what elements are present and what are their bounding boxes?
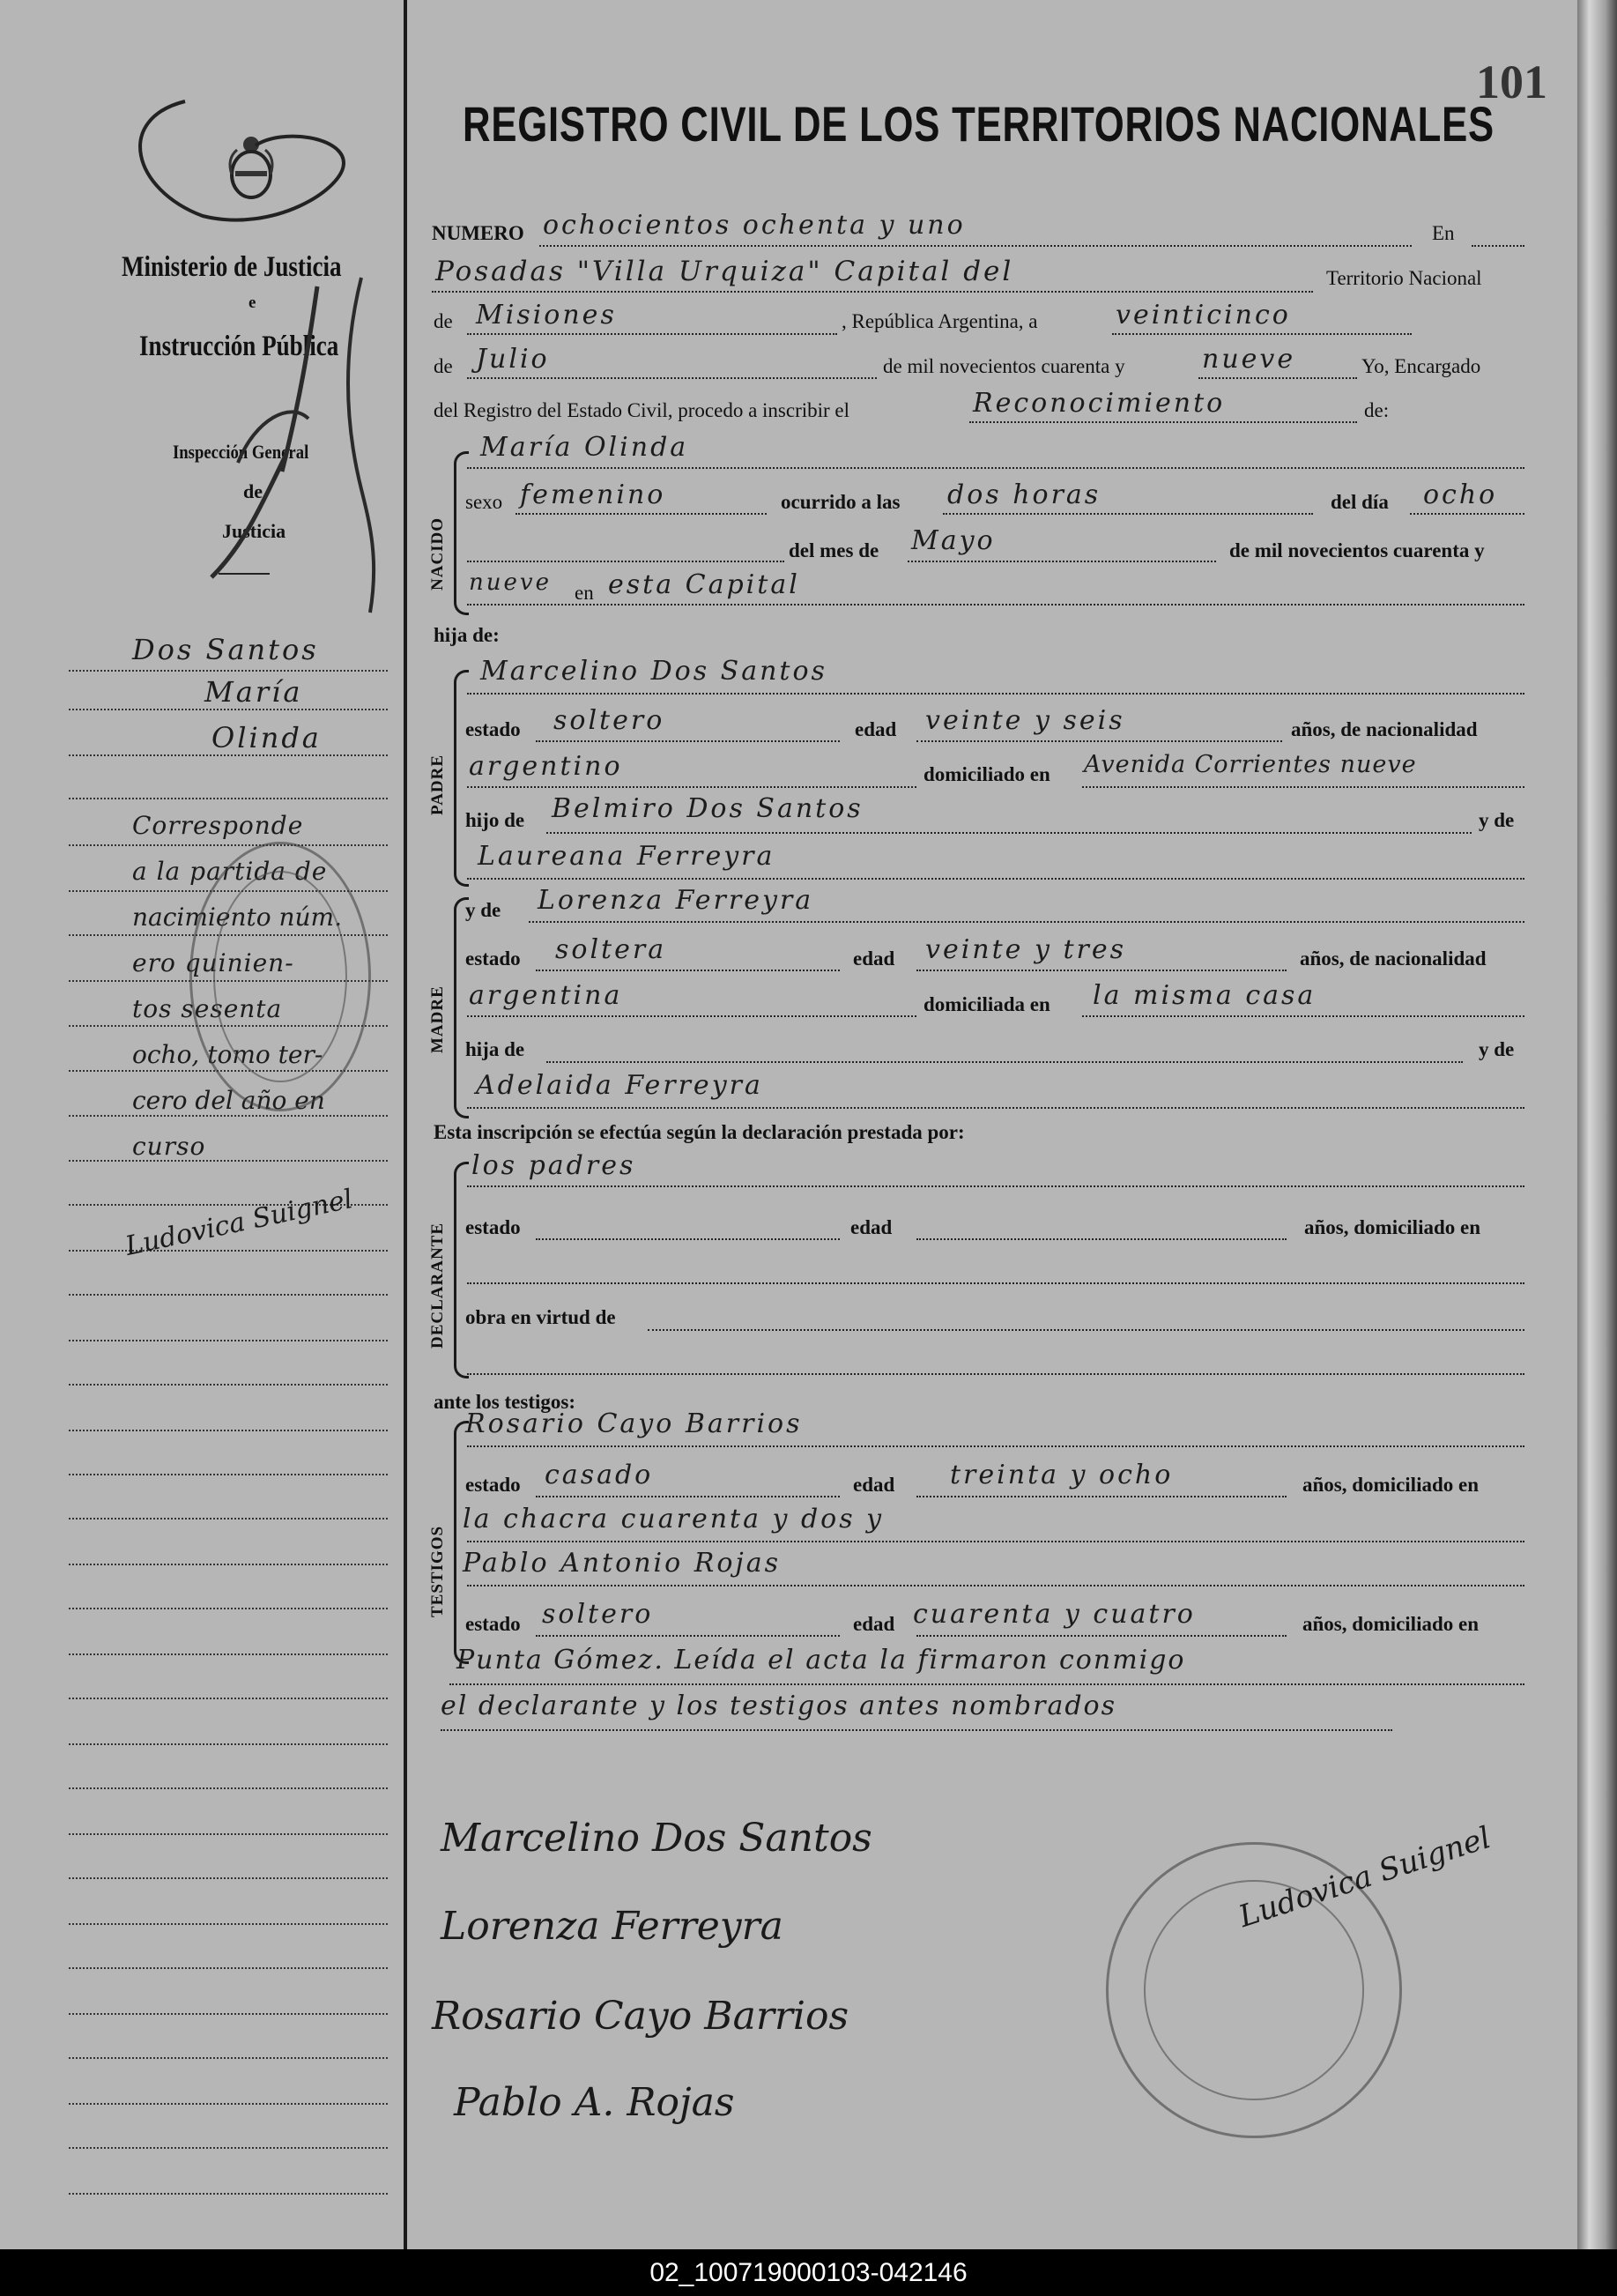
margin-line (69, 1518, 388, 1520)
padre-edad-line (916, 740, 1282, 742)
margin-name-line1: Dos Santos (132, 633, 319, 666)
madre-estado-label: estado (465, 947, 521, 970)
ministry-conj: e (248, 294, 256, 312)
margin-note-line: ero quinien- (132, 948, 294, 977)
margin-line (69, 844, 388, 846)
padre-domicilio-line (1082, 786, 1524, 788)
mes-value: Mayo (911, 525, 996, 556)
margin-line (69, 1160, 388, 1162)
padre-brace (454, 670, 469, 887)
declarante-estado-line (536, 1238, 840, 1240)
declarante-domicilio-line (467, 1282, 1524, 1284)
declarante-anios-label: años, domiciliado en (1304, 1216, 1481, 1238)
margin-note-line: tos sesenta (132, 994, 283, 1023)
t2-estado-label: estado (465, 1613, 521, 1635)
inspection-line3: Justicia (222, 520, 286, 542)
sexo-label: sexo (465, 491, 503, 513)
margin-line (69, 2147, 388, 2149)
margin-line (69, 1743, 388, 1745)
declarante-edad-label: edad (850, 1216, 893, 1238)
inspection-line2: de (243, 480, 263, 502)
hora-value: dos horas (947, 479, 1101, 510)
padre-domicilio-value: Avenida Corrientes nueve (1084, 751, 1417, 778)
padre-anios-label: años, de nacionalidad (1291, 718, 1478, 740)
padre-nacionalidad-value: argentino (469, 751, 623, 782)
numero-field-line (539, 245, 1412, 247)
nacido-name-value: María Olinda (480, 432, 689, 463)
madre-name-line (529, 921, 1524, 923)
nacido-anio-value: nueve (469, 569, 552, 596)
registro-label: del Registro del Estado Civil, procedo a inscribir el (434, 399, 850, 421)
signature-mother: Lorenza Ferreyra (441, 1904, 783, 1949)
margin-scribble-icon (79, 84, 449, 630)
margin-line (69, 670, 388, 672)
nacido-brace (454, 451, 469, 615)
t1-anios-label: años, domiciliado en (1302, 1474, 1480, 1496)
madre-madre-value: Adelaida Ferreyra (476, 1070, 763, 1101)
madre-nac-line (467, 1015, 916, 1017)
year-value: nueve (1202, 344, 1296, 375)
margin-line (69, 1923, 388, 1925)
t2-estado-value: soltero (542, 1599, 654, 1630)
closing-value: el declarante y los testigos antes nombrados (441, 1690, 1117, 1721)
madre-edad-value: veinte y tres (925, 934, 1126, 965)
de-label: de (434, 310, 453, 332)
padre-estado-value: soltero (553, 705, 665, 736)
t1-estado-label: estado (465, 1474, 521, 1496)
yo-label: Yo, Encargado (1361, 355, 1481, 377)
madre-name-value: Lorenza Ferreyra (538, 885, 814, 916)
t1-name-value: Rosario Cayo Barrios (465, 1408, 803, 1439)
t1-estado-line (536, 1496, 840, 1497)
nacido-name-line (467, 467, 1524, 469)
madre-edad-label: edad (853, 947, 895, 970)
declarante-side-label: DECLARANTE (428, 1222, 447, 1349)
margin-line (69, 1430, 388, 1431)
margin-line (69, 1474, 388, 1475)
margin-line (69, 2193, 388, 2195)
month-value: Julio (476, 344, 550, 375)
de3-label: de: (1364, 399, 1390, 421)
declarante-edad-line (916, 1238, 1287, 1240)
margin-line (69, 1833, 388, 1835)
t2-estado-line (536, 1635, 840, 1637)
madre-anios-label: años, de nacionalidad (1300, 947, 1487, 970)
day-field-line (1112, 333, 1412, 335)
padre-madre-value: Laureana Ferreyra (478, 841, 775, 872)
madre-domicilio-label: domiciliada en (923, 993, 1050, 1015)
madre-madre-line (546, 1061, 1463, 1063)
margin-line (69, 1967, 388, 1969)
numero-label: NUMERO (432, 222, 524, 244)
madre-edad-line (916, 970, 1287, 971)
de2-label: de (434, 355, 453, 377)
registrar-signature: Ludovica Suignel (1235, 1819, 1495, 1936)
acto-field-line (969, 421, 1357, 423)
margin-name-line2: María (204, 675, 303, 709)
hija-de-label: hija de: (434, 624, 500, 646)
margin-note-line: a la partida de (132, 857, 328, 886)
day-value: veinticinco (1116, 300, 1291, 331)
year-field-line (1198, 377, 1357, 379)
signature-witness-1: Rosario Cayo Barrios (432, 1994, 849, 2039)
ocurrido-label: ocurrido a las (781, 491, 901, 513)
en-label: En (1432, 222, 1455, 244)
testigos-side-label: TESTIGOS (428, 1525, 447, 1617)
declarante-value-line (467, 1185, 1524, 1187)
madre-side-label: MADRE (428, 985, 447, 1053)
declarante-value: los padres (471, 1150, 636, 1181)
margin-line (69, 1384, 388, 1386)
t2-edad-value: cuarenta y cuatro (913, 1599, 1196, 1630)
margin-line (69, 709, 388, 710)
lugar-field-line (467, 604, 1524, 606)
madre-yde-label: y de (465, 899, 501, 921)
padre-domicilio-label: domiciliado en (923, 763, 1050, 785)
t1-domicilio-line (467, 1541, 1524, 1542)
numero-value: ochocientos ochenta y uno (543, 210, 966, 241)
t1-name-line (467, 1445, 1524, 1447)
margin-line (69, 798, 388, 799)
t2-edad-label: edad (853, 1613, 895, 1635)
signature-father: Marcelino Dos Santos (441, 1816, 872, 1861)
margin-note-line: nacimiento núm. (132, 903, 342, 932)
t1-estado-value: casado (545, 1460, 654, 1490)
declarante-obra-label: obra en virtud de (465, 1306, 616, 1328)
ministry-line2: Instrucción Pública (139, 331, 339, 362)
en-field-line (1472, 245, 1524, 247)
margin-note-line: curso (132, 1132, 206, 1161)
padre-yde-label: y de (1479, 809, 1515, 831)
padre-madre-line (467, 878, 1524, 880)
registry-stamp-icon (189, 842, 371, 1111)
margin-line (69, 1294, 388, 1296)
padre-padre-line (546, 832, 1472, 834)
madre-domicilio-line (1082, 1015, 1524, 1017)
dia-field-line (1410, 513, 1524, 515)
inspection-line1: Inspección General (173, 441, 309, 463)
sexo-value: femenino (520, 479, 666, 510)
declarante-extra-line (467, 1373, 1524, 1375)
month-field-line (467, 377, 877, 379)
madre-brace (454, 897, 469, 1118)
margin-line (69, 2013, 388, 2015)
margin-line (69, 1115, 388, 1117)
madre-estado-line (536, 970, 840, 971)
dia-label: del día (1331, 491, 1389, 513)
mes-field-line (908, 561, 1216, 562)
lugar-value: esta Capital (608, 569, 800, 600)
padre-padre-value: Belmiro Dos Santos (552, 793, 864, 824)
anio-label: de mil novecientos cuarenta y (1229, 539, 1485, 561)
margin-name-line3: Olinda (211, 721, 322, 754)
nacido-blank-line (467, 561, 784, 562)
padre-edad-label: edad (855, 718, 897, 740)
t2-name-line (467, 1585, 1524, 1586)
sexo-field-line (516, 513, 767, 515)
declarante-estado-label: estado (465, 1216, 521, 1238)
place-field-line (432, 291, 1313, 293)
t2-domicilio-value: Punta Gómez. Leída el acta la firmaron conmigo (456, 1645, 1186, 1676)
page-edge (1577, 0, 1617, 2249)
dia-value: ocho (1423, 479, 1498, 510)
territorio-label: Territorio Nacional (1326, 267, 1482, 289)
madre-estado-value: soltera (555, 934, 667, 965)
padre-name-line (467, 693, 1524, 695)
signature-witness-2: Pablo A. Rojas (454, 2080, 735, 2125)
margin-line (69, 1340, 388, 1341)
margin-note-line: Corresponde (132, 811, 304, 840)
declaracion-label: Esta inscripción se efectúa según la declaración prestada por: (434, 1121, 965, 1143)
margin-line (69, 2057, 388, 2059)
margin-line (69, 754, 388, 756)
margin-line (69, 2103, 388, 2105)
t1-domicilio-value: la chacra cuarenta y dos y (463, 1504, 885, 1534)
mil-label: de mil novecientos cuarenta y (883, 355, 1125, 377)
territory-value: Misiones (476, 300, 617, 331)
margin-line (69, 1564, 388, 1565)
margin-line (69, 1653, 388, 1655)
closing-line (441, 1729, 1392, 1731)
margin-line (69, 1250, 388, 1252)
place-value: Posadas "Villa Urquiza" Capital del (435, 256, 1014, 287)
territory-field-line (467, 333, 837, 335)
margin-line (69, 1698, 388, 1699)
t1-edad-line (916, 1496, 1287, 1497)
t1-edad-label: edad (853, 1474, 895, 1496)
t2-edad-line (916, 1635, 1287, 1637)
page-title: REGISTRO CIVIL DE LOS TERRITORIOS NACIONALES (463, 96, 1495, 152)
mes-label: del mes de (789, 539, 879, 561)
padre-side-label: PADRE (428, 754, 447, 815)
padre-name-value: Marcelino Dos Santos (480, 656, 827, 687)
page-number: 101 (1476, 56, 1547, 108)
madre-hija-label: hija de (465, 1038, 525, 1060)
t2-name-value: Pablo Antonio Rojas (463, 1548, 781, 1579)
margin-note-line: cero del año en (132, 1086, 325, 1115)
declarante-obra-line (648, 1329, 1524, 1331)
file-id-footer: 02_100719000103-042146 (0, 2249, 1617, 2296)
declarante-brace (454, 1162, 469, 1378)
republica-label: , República Argentina, a (842, 310, 1038, 332)
madre-domicilio-value: la misma casa (1093, 980, 1317, 1011)
margin-line (69, 1787, 388, 1789)
nacido-side-label: NACIDO (428, 516, 447, 591)
acto-value: Reconocimiento (973, 388, 1226, 419)
testigos-label: ante los testigos: (434, 1391, 575, 1413)
padre-estado-line (536, 740, 840, 742)
madre-yde2-label: y de (1479, 1038, 1515, 1060)
ministry-line1: Ministerio de Justicia (122, 251, 342, 283)
t2-anios-label: años, domiciliado en (1302, 1613, 1480, 1635)
nacido-en-label: en (575, 582, 594, 604)
padre-edad-value: veinte y seis (925, 705, 1125, 736)
margin-line (69, 1877, 388, 1879)
t2-domicilio-line (449, 1683, 1524, 1685)
padre-estado-label: estado (465, 718, 521, 740)
madre-nacionalidad-value: argentina (469, 980, 623, 1011)
padre-nac-line (467, 786, 916, 788)
margin-line (69, 1608, 388, 1609)
madre-madre-value-line (467, 1107, 1524, 1109)
hora-field-line (943, 513, 1313, 515)
padre-hijo-label: hijo de (465, 809, 525, 831)
t1-edad-value: treinta y ocho (950, 1460, 1174, 1490)
margin-signature: Ludovica Suignel (122, 1184, 356, 1262)
margin-note-line: ocho, tomo ter- (132, 1040, 323, 1069)
